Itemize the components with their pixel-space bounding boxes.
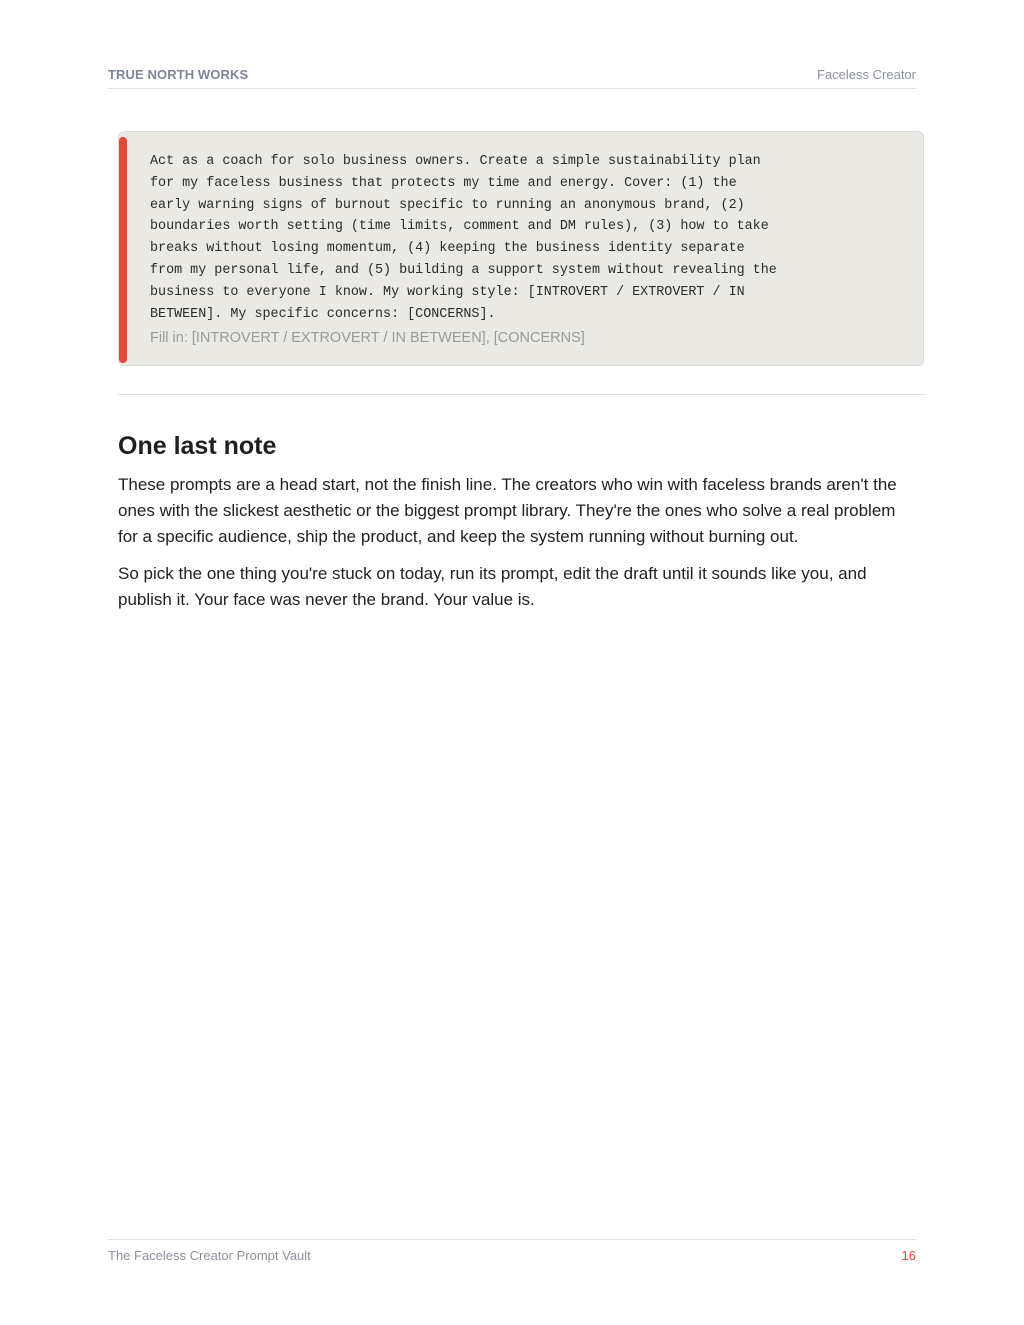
section-divider — [118, 394, 926, 395]
page-header — [108, 64, 916, 89]
page-number: 16 — [901, 1248, 916, 1263]
prompt-block — [118, 131, 924, 366]
section-title: One last note — [118, 432, 277, 460]
prompt-fill-in-hint: Fill in: [INTROVERT / EXTROVERT / IN BETWEEN], [CONCERNS] — [150, 330, 585, 346]
prompt-accent-bar — [119, 137, 127, 363]
closing-paragraph-1: These prompts are a head start, not the finish line. The creators who win with faceless brands aren't the ones with the slickest aesthetic or the biggest prompt library. They're the ones who solve a real problem for a specific audience, ship the product, and keep the system running without burning out. — [118, 475, 897, 546]
section-name: Faceless Creator — [817, 67, 916, 82]
brand-name: TRUE NORTH WORKS — [108, 67, 249, 82]
closing-paragraph-2: So pick the one thing you're stuck on today, run its prompt, edit the draft until it sounds like you, and publish it. Your face was never the brand. Your value is. — [118, 564, 867, 609]
prompt-text: Act as a coach for solo business owners. Create a simple sustainability plan for my faceless business that protects my time and energy. Cover: (1) the early warning signs of burnout specific to running an anonymous brand, (2) boundaries worth setting (time limits, comment and DM rules), (3) how to take breaks without losing momentum, (4) keeping the business identity separate from my personal life, and (5) building a support system without revealing the business to everyone I know. My working style: [INTROVERT / EXTROVERT / IN BETWEEN]. My specific concerns: [CONCERNS]. — [150, 154, 777, 322]
document-title: The Faceless Creator Prompt Vault — [108, 1248, 311, 1263]
page-footer — [108, 1239, 916, 1270]
